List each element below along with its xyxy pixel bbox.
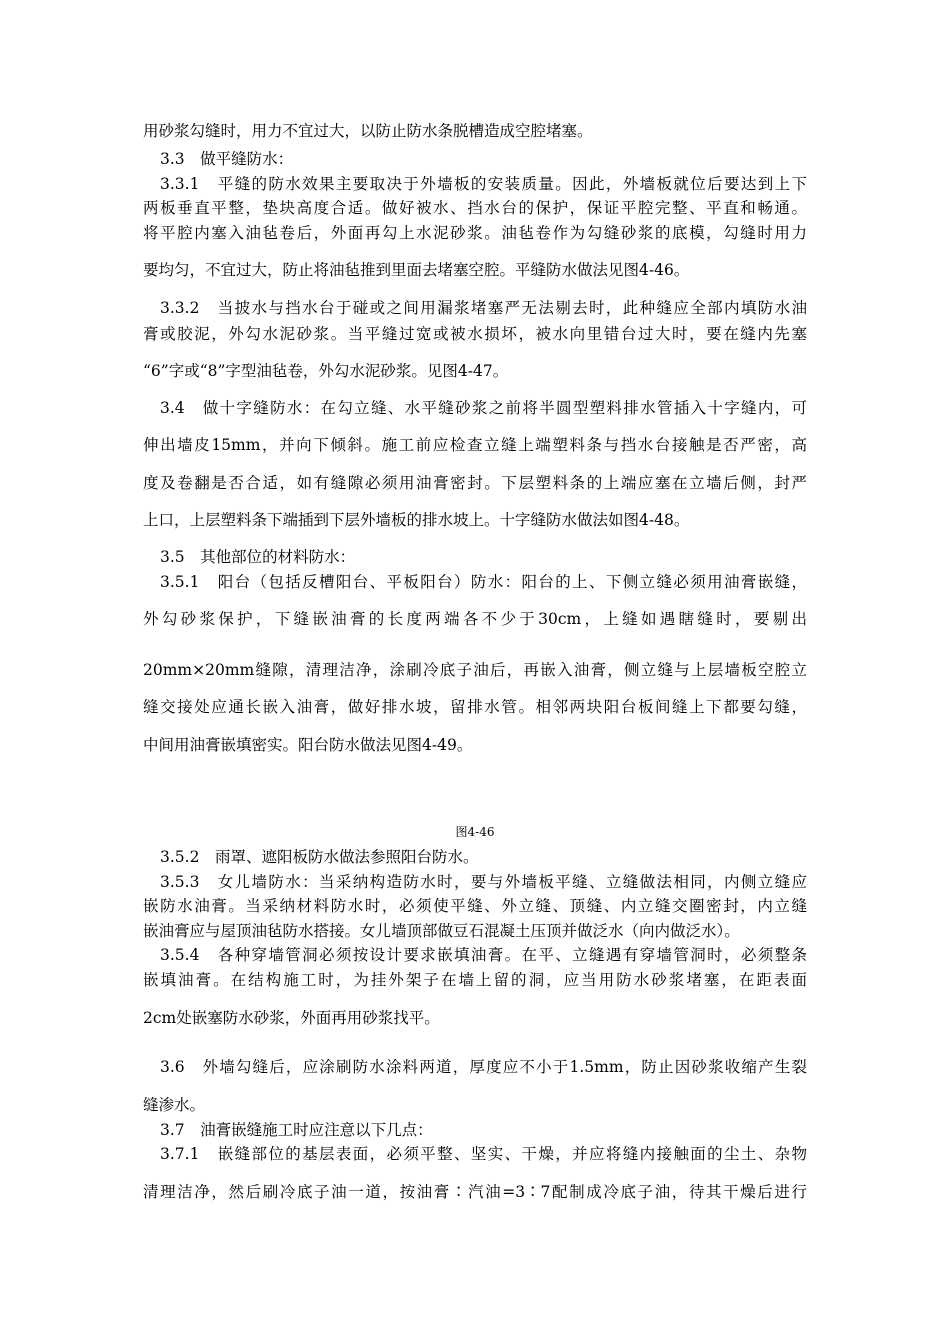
text-line: 3.4 做十字缝防水：在勾立缝、水平缝砂浆之前将半圆型塑料排水管插入十字缝内，可 bbox=[160, 399, 807, 417]
text-line: 膏或胶泥，外勾水泥砂浆。当平缝过宽或被水损坏，被水向里错台过大时，要在缝内先塞 bbox=[143, 325, 807, 343]
section-heading: 3.7 油膏嵌缝施工时应注意以下几点： bbox=[160, 1121, 433, 1139]
text-line: 外勾砂浆保护，下缝嵌油膏的长度两端各不少于30cm，上缝如遇瞎缝时，要剔出 bbox=[143, 610, 807, 628]
text-line: 要均匀，不宜过大，防止将油毡推到里面去堵塞空腔。平缝防水做法见图4-46。 bbox=[143, 261, 690, 279]
text-line: 缝交接处应通长嵌入油膏，做好排水坡，留排水管。相邻两块阳台板间缝上下都要勾缝， bbox=[143, 698, 807, 716]
text-line: 20mm×20mm缝隙，清理洁净，涂刷冷底子油后，再嵌入油膏，侧立缝与上层墙板空腔立 bbox=[143, 661, 807, 679]
text-line: 度及卷翻是否合适，如有缝隙必须用油膏密封。下层塑料条的上端应塞在立墙后侧，封严 bbox=[143, 474, 807, 492]
text-line: 3.5.1 阳台（包括反槽阳台、平板阳台）防水：阳台的上、下侧立缝必须用油膏嵌缝， bbox=[160, 573, 807, 591]
section-heading: 3.3 做平缝防水： bbox=[160, 150, 294, 168]
text-line: 用砂浆勾缝时，用力不宜过大，以防止防水条脱槽造成空腔堵塞。 bbox=[143, 122, 593, 140]
text-line: 嵌填油膏。在结构施工时，为挂外架子在墙上留的洞，应当用防水砂浆堵塞，在距表面 bbox=[143, 971, 807, 989]
text-line: 清理洁净，然后刷冷底子油一道，按油膏∶汽油=3∶7配制成冷底子油，待其干燥后进行 bbox=[143, 1183, 807, 1201]
figure-caption: 图4-46 bbox=[455, 825, 495, 839]
text-line: 上口，上层塑料条下端插到下层外墙板的排水坡上。十字缝防水做法如图4-48。 bbox=[143, 511, 690, 529]
text-line: 将平腔内塞入油毡卷后，外面再勾上水泥砂浆。油毡卷作为勾缝砂浆的底模，勾缝时用力 bbox=[143, 224, 807, 242]
text-line: 3.7.1 嵌缝部位的基层表面，必须平整、坚实、干燥，并应将缝内接触面的尘土、杂物 bbox=[160, 1145, 807, 1163]
text-line: 两板垂直平整，垫块高度合适。做好被水、挡水台的保护，保证平腔完整、平直和畅通。 bbox=[143, 199, 807, 217]
text-line: 3.6 外墙勾缝后，应涂刷防水涂料两道，厚度应不小于1.5mm，防止因砂浆收缩产生裂 bbox=[160, 1058, 807, 1076]
text-line: 3.5.2 雨罩、遮阳板防水做法参照阳台防水。 bbox=[160, 848, 479, 866]
text-line: 嵌防水油膏。当采纳材料防水时，必须使平缝、外立缝、顶缝、内立缝交圈密封，内立缝 bbox=[143, 897, 807, 915]
text-line: 3.5.4 各种穿墙管洞必须按设计要求嵌填油膏。在平、立缝遇有穿墙管洞时，必须整条 bbox=[160, 946, 807, 964]
text-line: 3.5.3 女儿墙防水：当采纳构造防水时，要与外墙板平缝、立缝做法相同，内侧立缝应 bbox=[160, 873, 807, 891]
text-line: 2cm处嵌塞防水砂浆，外面再用砂浆找平。 bbox=[143, 1009, 440, 1027]
text-line: 嵌油膏应与屋顶油毡防水搭接。女儿墙顶部做豆石混凝土压顶并做泛水（向内做泛水）。 bbox=[143, 922, 740, 940]
text-line: “6”字或“8”字型油毡卷，外勾水泥砂浆。见图4-47。 bbox=[143, 362, 509, 380]
text-line: 缝渗水。 bbox=[143, 1096, 206, 1114]
section-heading: 3.5 其他部位的材料防水： bbox=[160, 548, 356, 566]
text-line: 3.3.1 平缝的防水效果主要取决于外墙板的安装质量。因此，外墙板就位后要达到上下 bbox=[160, 175, 807, 193]
text-line: 伸出墙皮15mm，并向下倾斜。施工前应检查立缝上端塑料条与挡水台接触是否严密，高 bbox=[143, 436, 807, 454]
text-line: 中间用油膏嵌填密实。阳台防水做法见图4-49。 bbox=[143, 736, 473, 754]
text-line: 3.3.2 当披水与挡水台于碰或之间用漏浆堵塞严无法剔去时，此种缝应全部内填防水油 bbox=[160, 299, 807, 317]
